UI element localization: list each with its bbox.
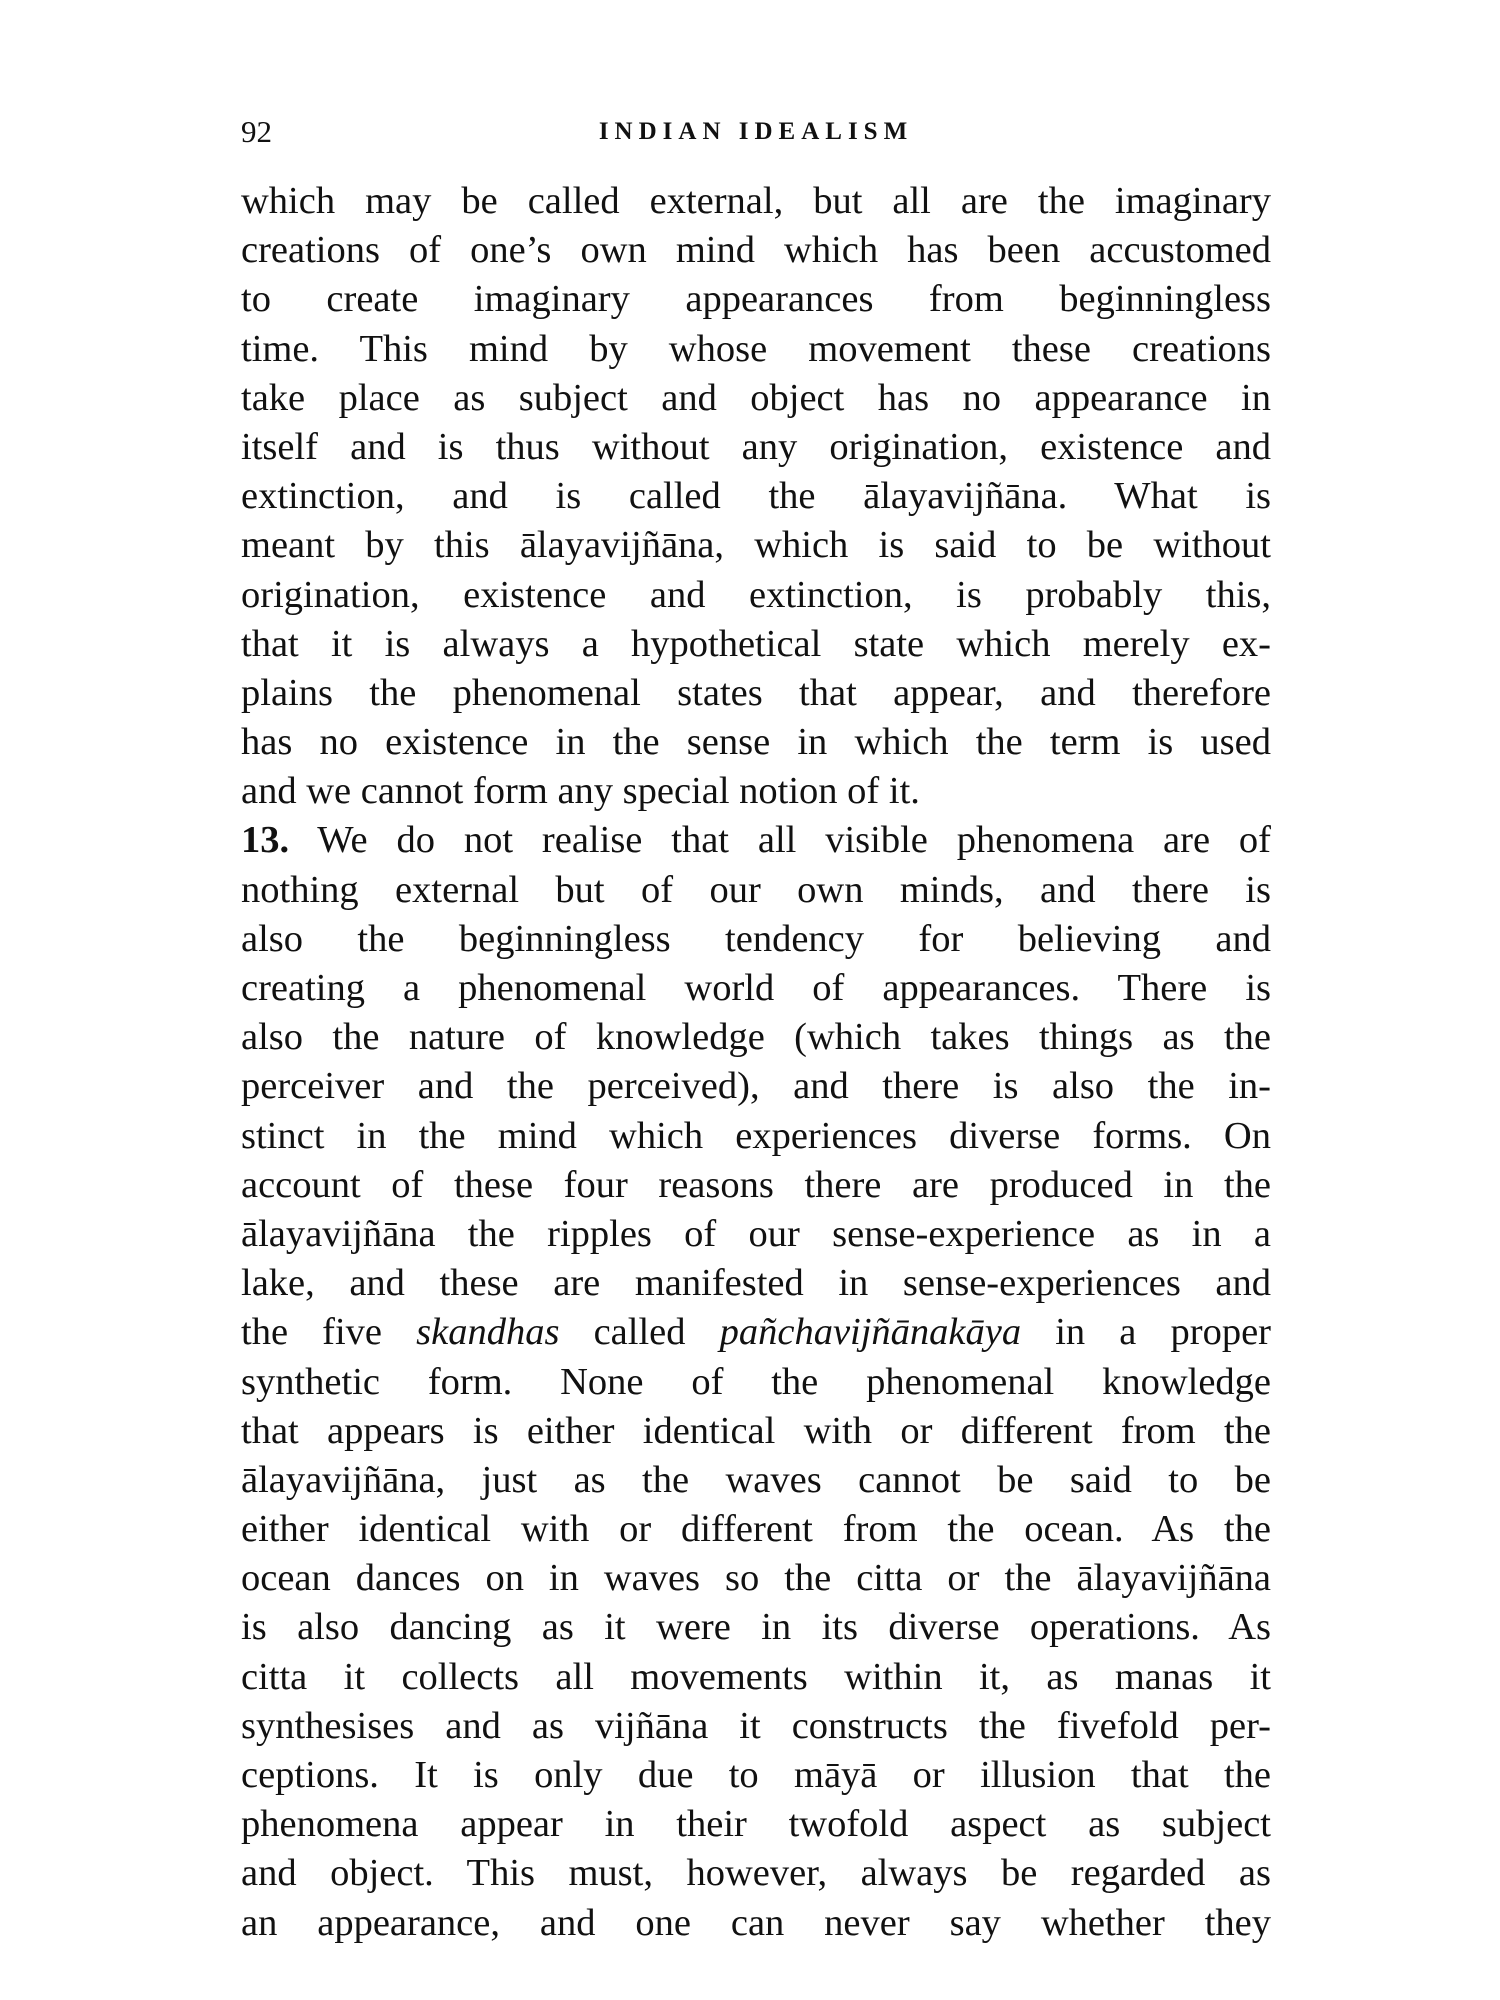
text-line: is also dancing as it were in its diverse operations. As (241, 1606, 1271, 1649)
text-segment: called (559, 1311, 720, 1354)
text-line: plains the phenomenal states that appear, and therefore (241, 671, 1271, 714)
running-head (241, 112, 1271, 152)
text-line: lake, and these are manifested in sense-experiences and (241, 1262, 1271, 1305)
text-line: ālayavijñāna the ripples of our sense-experience as in a (241, 1212, 1271, 1255)
text-line: nothing external but of our own minds, and there is (241, 868, 1271, 911)
body-text (241, 177, 1271, 1948)
text-line: an appearance, and one can never say whether they (241, 1901, 1271, 1944)
text-line: ocean dances on in waves so the citta or the ālayavijñāna (241, 1557, 1271, 1600)
paragraph-number: 13. (241, 819, 290, 862)
page-number: 92 (241, 114, 272, 149)
text-segment: in a proper (1021, 1311, 1271, 1354)
text-line: take place as subject and object has no appearance in (241, 376, 1271, 419)
italic-term-panchavijnanakaya: pañchavijñānakāya (719, 1311, 1022, 1354)
text-line: synthesises and as vijñāna it constructs the fivefold per- (241, 1704, 1271, 1747)
running-title: INDIAN IDEALISM (598, 118, 914, 145)
italic-term-skandhas: skandhas (416, 1311, 560, 1354)
text-line: account of these four reasons there are produced in the (241, 1163, 1271, 1206)
text-line: perceiver and the perceived), and there is also the in- (241, 1065, 1271, 1108)
text-segment: the five (241, 1311, 417, 1354)
text-line: that it is always a hypothetical state which merely ex- (241, 622, 1271, 665)
paragraph-start-text: We do not realise that all visible phenomena are of (289, 819, 1271, 862)
paragraph-start-line (241, 816, 1271, 865)
text-line: origination, existence and extinction, is probably this, (241, 573, 1271, 616)
text-line: stinct in the mind which experiences diverse forms. On (241, 1114, 1271, 1157)
text-line: synthetic form. None of the phenomenal knowledge (241, 1360, 1271, 1403)
text-line: that appears is either identical with or different from the (241, 1409, 1271, 1452)
text-line: and we cannot form any special notion of it. (241, 770, 920, 813)
text-line: also the nature of knowledge (which takes things as the (241, 1016, 1271, 1059)
text-line: citta it collects all movements within it, as manas it (241, 1655, 1271, 1698)
text-line: extinction, and is called the ālayavijñāna. What is (241, 475, 1271, 518)
text-line: itself and is thus without any origination, existence and (241, 425, 1271, 468)
text-line-with-italics (241, 1308, 1271, 1357)
text-line: ālayavijñāna, just as the waves cannot be said to be (241, 1458, 1271, 1501)
text-line: has no existence in the sense in which the term is used (241, 721, 1271, 764)
text-line: meant by this ālayavijñāna, which is said to be without (241, 524, 1271, 567)
text-line: creations of one’s own mind which has been accustomed (241, 229, 1271, 272)
text-line: to create imaginary appearances from beginningless (241, 278, 1271, 321)
text-line: phenomena appear in their twofold aspect as subject (241, 1803, 1271, 1846)
text-line: ceptions. It is only due to māyā or illusion that the (241, 1754, 1271, 1796)
text-line: which may be called external, but all are the imaginary (241, 180, 1271, 222)
text-line: and object. This must, however, always be regarded as (241, 1852, 1271, 1895)
text-line: time. This mind by whose movement these creations (241, 327, 1271, 370)
text-line: either identical with or different from the ocean. As the (241, 1508, 1271, 1551)
text-line: also the beginningless tendency for believing and (241, 917, 1271, 960)
text-line: creating a phenomenal world of appearances. There is (241, 967, 1271, 1009)
